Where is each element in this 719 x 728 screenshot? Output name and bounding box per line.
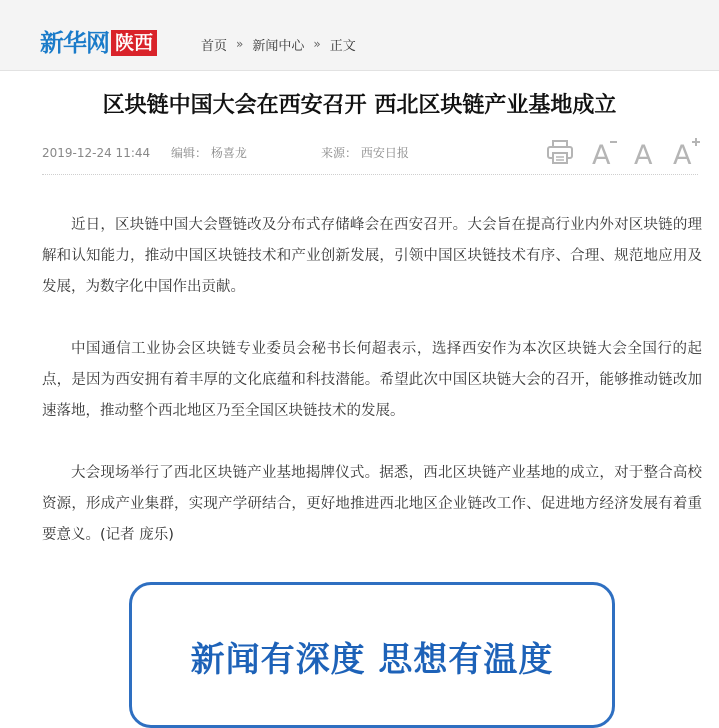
site-logo[interactable]	[40, 27, 157, 59]
article-body	[42, 210, 702, 582]
breadcrumb-news-center-link[interactable]: 新闻中心	[252, 38, 305, 54]
article-title: 区块链中国大会在西安召开 西北区块链产业基地成立	[102, 93, 617, 118]
article-paragraph: 中国通信工业协会区块链专业委员会秘书长何超表示，选择西安作为本次区块链大会全国行的起点，是因为西安拥有着丰厚的文化底蕴和科技潜能。希望此次中国区块链大会的召开，能够推动链改加速落地，推动整个西北地区乃至全国区块链技术的发展。	[42, 341, 702, 419]
site-header	[0, 0, 719, 71]
source-label: 来源： 西安日报	[321, 146, 409, 160]
breadcrumb-separator: »	[313, 37, 321, 51]
article-paragraph: 大会现场举行了西北区块链产业基地揭牌仪式。据悉，西北区块链产业基地的成立，对于整合高校资源，形成产业集群，实现产学研结合，更好地推进西北地区企业链改工作、促进地方经济发展有着重要意义。(记者 庞乐)	[42, 465, 702, 543]
slogan-banner	[129, 582, 615, 728]
logo-text: 新华网	[40, 29, 109, 57]
svg-text:A: A	[592, 140, 611, 167]
printer-icon[interactable]	[546, 139, 574, 165]
logo-region-badge: 陕西	[111, 30, 157, 56]
font-decrease-icon[interactable]	[590, 137, 618, 167]
font-normal-icon[interactable]	[632, 137, 658, 167]
breadcrumb-current: 正文	[329, 38, 356, 54]
meta-divider	[42, 174, 698, 175]
svg-text:A: A	[634, 140, 653, 167]
svg-text:A: A	[673, 140, 692, 167]
article-meta	[42, 144, 409, 162]
editor-label: 编辑： 杨喜龙	[171, 146, 247, 160]
article-tools	[543, 134, 703, 170]
article-paragraph: 近日，区块链中国大会暨链改及分布式存储峰会在西安召开。大会旨在提高行业内外对区块链的理解和认知能力，推动中国区块链技术和产业创新发展，引领中国区块链技术有序、合理、规范地应用及发展，为数字化中国作出贡献。	[42, 217, 702, 295]
breadcrumb-home-link[interactable]: 首页	[201, 38, 228, 54]
publish-date: 2019-12-24 11:44	[42, 146, 151, 160]
breadcrumb	[201, 34, 356, 54]
font-increase-icon[interactable]	[672, 137, 702, 167]
banner-slogan: 新闻有深度 思想有温度	[190, 640, 554, 680]
breadcrumb-separator: »	[236, 37, 244, 51]
